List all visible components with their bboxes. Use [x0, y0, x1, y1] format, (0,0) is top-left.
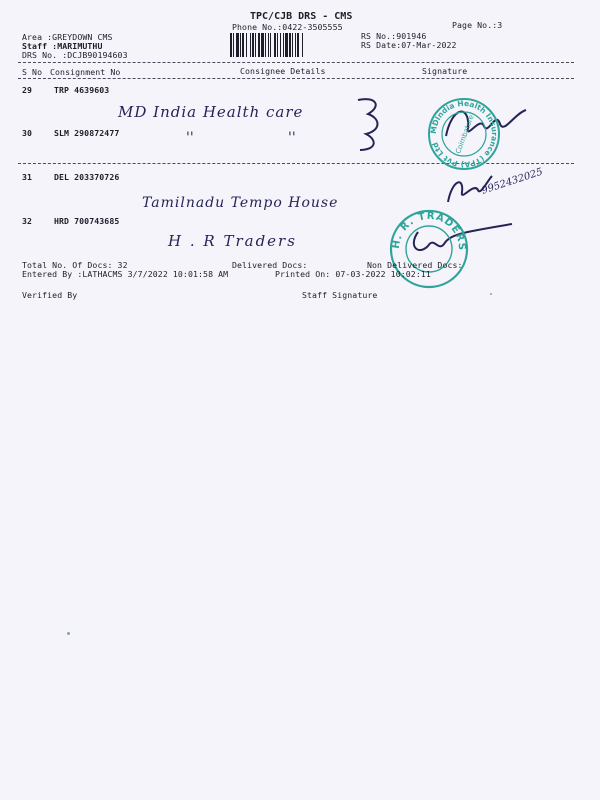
barcode-bar [297, 33, 299, 57]
handwritten-consignee: H . R Traders [168, 232, 297, 250]
barcode-bar [285, 33, 288, 57]
phone-number: Phone No.:0422-3505555 [232, 22, 343, 32]
barcode-bar [236, 33, 239, 57]
handwritten-phone: 9952432025 [480, 166, 545, 197]
barcode-bar [268, 33, 269, 57]
row-consignment: HRD 700743685 [54, 216, 120, 226]
barcode-bar [280, 33, 281, 57]
barcode-bar [252, 33, 254, 57]
signature-mark [444, 172, 494, 212]
col-consignment: Consignment No [50, 67, 121, 77]
barcode-bar [255, 33, 256, 57]
row-consignment: TRP 4639603 [54, 85, 110, 95]
row-sno: 32 [22, 216, 33, 226]
verified-by-label: Verified By [22, 290, 78, 300]
drs-number: DRS No. :DCJB90194603 [22, 50, 128, 60]
stamp-center-text: Coimbatore [454, 113, 476, 155]
barcode-bar [292, 33, 293, 57]
mdindia-stamp [426, 96, 502, 172]
barcode-bar [233, 33, 234, 57]
page-number: Page No.:3 [452, 20, 503, 30]
barcode-bar [283, 33, 284, 57]
handwritten-ditto: '' [186, 130, 194, 146]
barcode-bar [270, 33, 271, 57]
printed-on: Printed On: 07-03-2022 10:02:11 [275, 269, 431, 279]
staff-signature-label: Staff Signature [302, 290, 378, 300]
col-sno: S No [22, 67, 43, 77]
barcode [230, 33, 352, 57]
barcode-bar [274, 33, 276, 57]
svg-text:H. R. TRADERS [391, 211, 467, 252]
stamp-ring-text: MDIndia Health Insurance (TPA) Pvt Ltd [428, 98, 500, 170]
divider [18, 62, 574, 63]
stamp-ring-text: H. R. TRADERS [390, 210, 468, 252]
barcode-bar [258, 33, 260, 57]
barcode-bar [250, 33, 251, 57]
entered-by: Entered By :LATHACMS 3/7/2022 10:01:58 AM [22, 269, 229, 279]
handwritten-consignee: Tamilnadu Tempo House [142, 195, 339, 211]
barcode-bar [261, 33, 264, 57]
barcode-bar [289, 33, 291, 57]
delivered-docs: Delivered Docs: [232, 260, 308, 270]
row-consignment: DEL 203370726 [54, 172, 120, 182]
barcode-bar [240, 33, 241, 57]
handwritten-ditto: '' [288, 130, 296, 146]
scan-speck [67, 632, 70, 635]
barcode-bar [230, 33, 232, 57]
barcode-bar [295, 33, 296, 57]
row-sno: 30 [22, 128, 33, 138]
barcode-bar [242, 33, 244, 57]
total-docs: Total No. Of Docs: 32 [22, 260, 128, 270]
area-label: Area :GREYDOWN CMS [22, 32, 113, 42]
document-title: TPC/CJB DRS - CMS [250, 11, 353, 22]
barcode-bar [246, 33, 247, 57]
handwritten-consignee: MD India Health care [118, 103, 304, 121]
barcode-bar [277, 33, 278, 57]
barcode-bar [302, 33, 303, 57]
rs-date: RS Date:07-Mar-2022 [361, 40, 457, 50]
row-consignment: SLM 290872477 [54, 128, 120, 138]
col-consignee: Consignee Details [240, 66, 326, 76]
rs-number: RS No.:901946 [361, 31, 427, 41]
signature-mark [350, 94, 390, 160]
non-delivered-docs: Non Delivered Docs: [367, 260, 463, 270]
staff-label: Staff :MARIMUTHU [22, 41, 103, 51]
row-sno: 31 [22, 172, 33, 182]
scan-speck [490, 293, 492, 295]
col-signature: Signature [422, 66, 468, 76]
barcode-bar [265, 33, 266, 57]
row-sno: 29 [22, 85, 33, 95]
divider [18, 78, 574, 79]
